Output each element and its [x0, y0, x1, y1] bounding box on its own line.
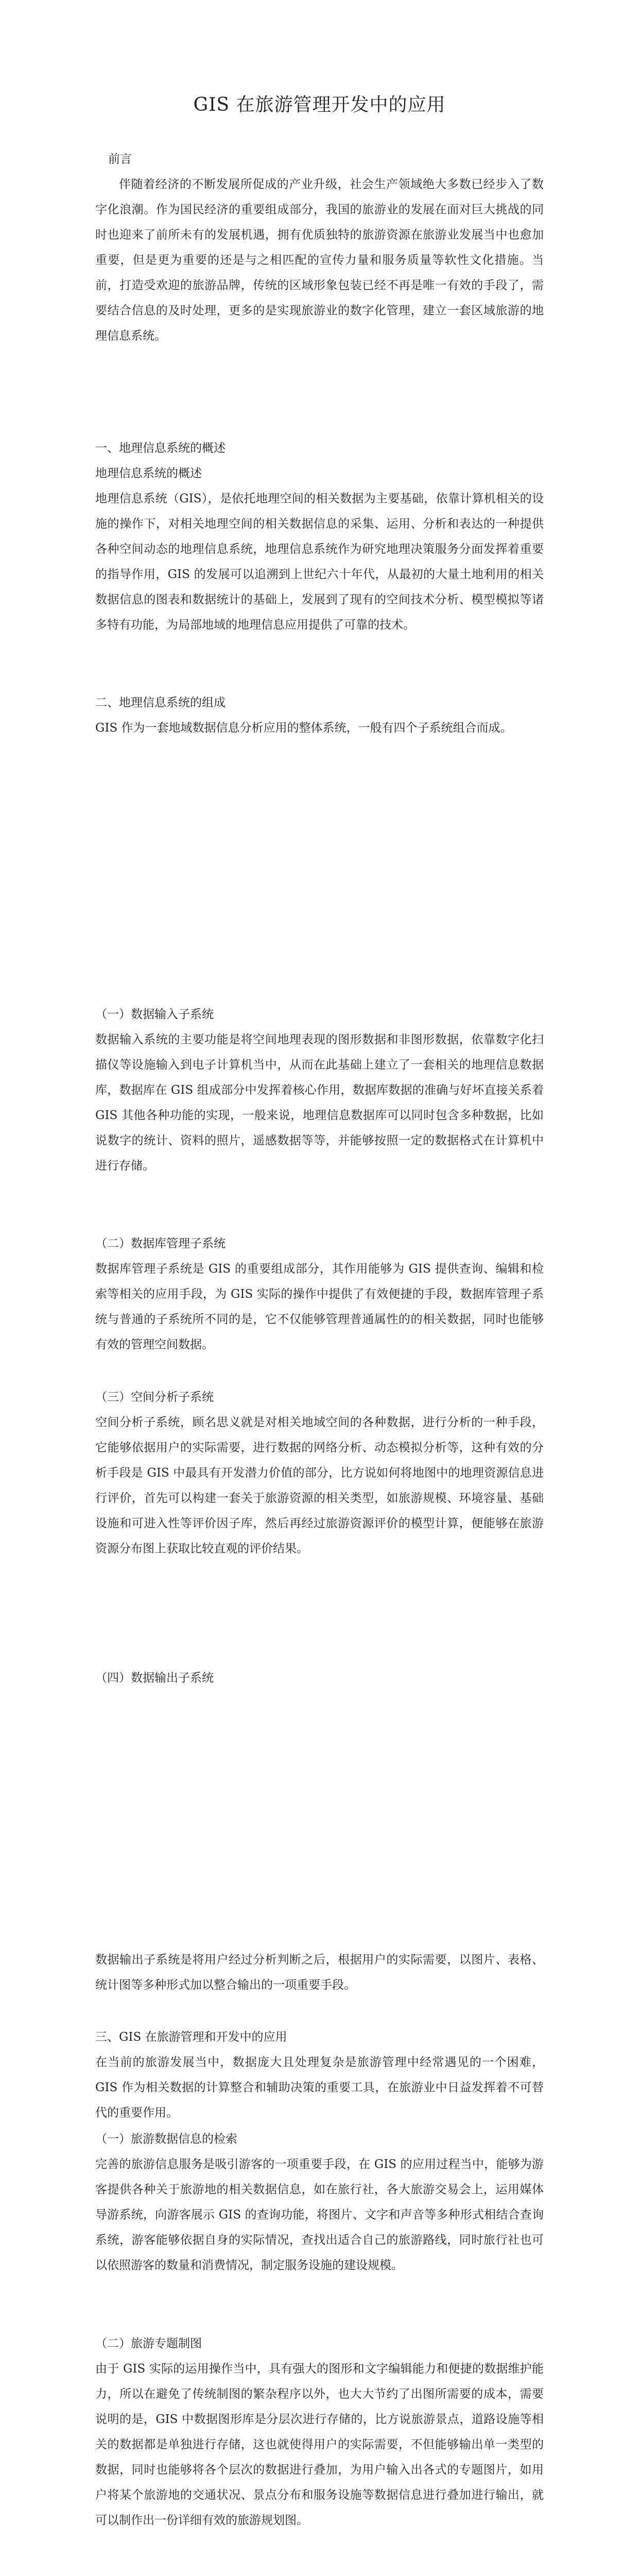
section-heading-overview: 一、地理信息系统的概述 — [95, 442, 226, 455]
data-input-paragraph: 数据输入系统的主要功能是将空间地理表现的图形数据和非图形数据，依靠数字化扫描仪等设施输入到电子计算机当中，从而在此基础上建立了一套相关的地理信息数据库，数据库在 GIS 组成部分中发挥着核心作用，数据库数据的准确与好坏直接关系着 GIS 其他各种功能的实现，一般来说，地理信息数据库可以同时包含多种数据，比如说数字的统计、资料的照片，遥感数据等等，并能够按照一定的数据格式在计算机中进行存储。 — [95, 1033, 544, 1173]
data-output-paragraph: 数据输出子系统是将用户经过分析判断之后，根据用户的实际需要，以图片、表格、统计图等多种形式加以整合输出的一项重要手段。 — [95, 1953, 544, 1992]
section-heading-application: 三、GIS 在旅游管理和开发中的应用 — [95, 2030, 287, 2044]
retrieval-paragraph: 完善的旅游信息服务是吸引游客的一项重要手段，在 GIS 的应用过程当中，能够为游客提供各种关于旅游地的相关数据信息，如在旅行社，各大旅游交易会上，运用媒体导游系统，向游客展示 GIS 的查询功能，将图片、文字和声音等多种形式相结合查询系统，游客能够依据自身的实际情况，查找出适合自己的旅游路线，同时旅行社也可以依照游客的数量和消费情况，制定服务设施的建设规模。 — [95, 2158, 544, 2272]
spatial-analysis-paragraph: 空间分析子系统，顾名思义就是对相关地域空间的各种数据，进行分析的一种手段，它能够依据用户的实际需要，进行数据的网络分析、动态模拟分析等，这种有效的分析手段是 GIS 中最具有开发潜力价值的部分，比方说如何将地图中的地理资源信息进行评价，首先可以构建一套关于旅游资源的相关类型，如旅游规模、环境容量、基础设施和可进入性等评价因子库，然后再经过旅游资源评价的模型计算，便能够在旅游资源分布图上获取比较直观的评价结果。 — [95, 1416, 544, 1555]
subsection-heading-database: （二）数据库管理子系统 — [95, 1237, 226, 1250]
subsection-heading-data-output: （四）数据输出子系统 — [95, 1671, 214, 1685]
application-paragraph: 在当前的旅游发展当中，数据庞大且处理复杂是旅游管理中经常遇见的一个困难，GIS 作为相关数据的计算整合和辅助决策的重要工具，在旅游业中日益发挥着不可替代的重要作用。 — [95, 2056, 544, 2120]
composition-paragraph: GIS 作为一套地域数据信息分析应用的整体系统，一般有四个子系统组合而成。 — [95, 721, 512, 735]
subsection-heading-mapping: （二）旅游专题制图 — [95, 2337, 202, 2350]
overview-paragraph: 地理信息系统（GIS），是依托地理空间的相关数据为主要基础，依靠计算机相关的设施的操作下，对相关地理空间的相关数据信息的采集、运用、分析和表达的一种提供各种空间动态的地理信息系统，地理信息系统作为研究地理决策服务分面发挥着重要的指导作用，GIS 的发展可以追溯到上世纪六十年代，从最初的大量土地利用的相关数据信息的图表和数据统计的基础上，发展到了现有的空间技术分析、模型模拟等诸多特有功能，为局部地域的地理信息应用提供了可靠的技术。 — [95, 492, 544, 632]
preface-heading: 前言 — [108, 152, 132, 166]
subsection-heading-overview: 地理信息系统的概述 — [95, 467, 202, 480]
subsection-heading-data-input: （一）数据输入子系统 — [95, 1008, 214, 1021]
subsection-heading-spatial-analysis: （三）空间分析子系统 — [95, 1391, 214, 1404]
mapping-paragraph: 由于 GIS 实际的运用操作当中，具有强大的图形和文字编辑能力和便捷的数据维护能力，所以在避免了传统制图的繁杂程序以外，也大大节约了出图所需要的成本，需要说明的是，GIS 中数据图形库是分层次进行存储的，比方说旅游景点，道路设施等相关的数据都是单独进行存储，这也就使得用户的实际需要，不但能够输出单一类型的数据，同时也能够将各个层次的数据进行叠加，为用户输入出各式的专题图片，如用户将某个旅游地的交通状况、景点分布和服务设施等数据信息进行叠加进行输出，就可以制作出一份详细有效的旅游规划图。 — [95, 2362, 544, 2527]
page-title: GIS 在旅游管理开发中的应用 — [193, 94, 446, 115]
subsection-heading-retrieval: （一）旅游数据信息的检索 — [95, 2132, 237, 2146]
preface-paragraph: 伴随着经济的不断发展所促成的产业升级，社会生产领域绝大多数已经步入了数字化浪潮。作为国民经济的重要组成部分，我国的旅游业的发展在面对巨大挑战的同时也迎来了前所未有的发展机遇，拥有优质独特的旅游资源在旅游业发展当中也愈加重要，但是更为重要的还是与之相匹配的宣传力量和服务质量等软性文化措施。当前，打造受欢迎的旅游品牌，传统的区域形象包装已经不再是唯一有效的手段了，需要结合信息的及时处理，更多的是实现旅游业的数字化管理，建立一套区域旅游的地理信息系统。 — [95, 178, 544, 343]
database-paragraph: 数据库管理子系统是 GIS 的重要组成部分，其作用能够为 GIS 提供查询、编辑和检索等相关的应用手段，为 GIS 实际的操作中提供了有效便捷的手段，数据库管理子系统与普通的子系统所不同的是，它不仅能够管理普通属性的的相关数据，同时也能够有效的管理空间数据。 — [95, 1262, 544, 1351]
section-heading-composition: 二、地理信息系统的组成 — [95, 696, 226, 709]
